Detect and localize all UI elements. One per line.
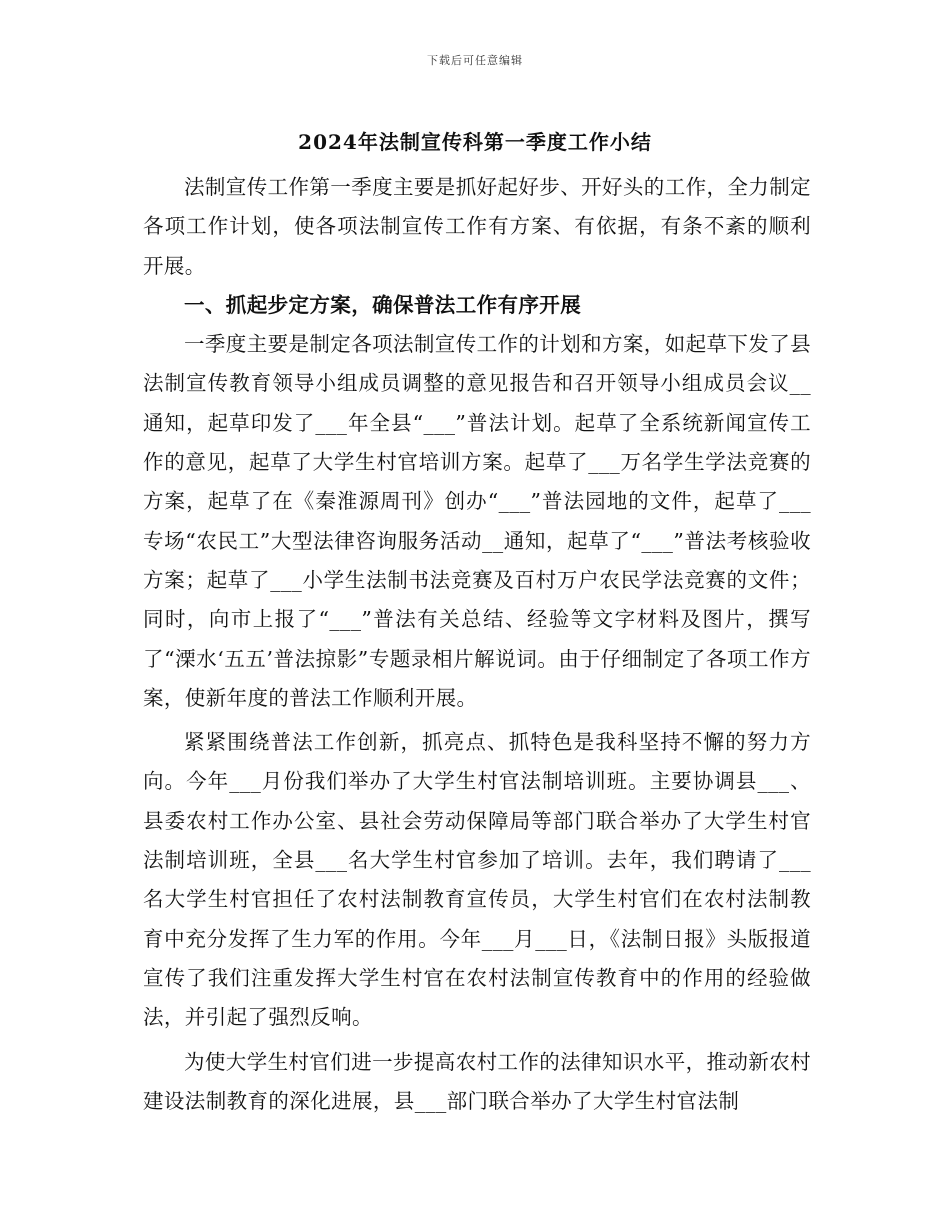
section-heading: 一、抓起步定方案，确保普法工作有序开展	[184, 292, 582, 317]
header-note: 下载后可任意编辑	[427, 54, 523, 67]
body-paragraph: 为使大学生村官们进一步提高农村工作的法律知识水平，推动新农村建设法制教育的深化进展，县___部门联合举办了大学生村官法制	[143, 1049, 811, 1113]
intro-paragraph: 法制宣传工作第一季度主要是抓好起好步、开好头的工作，全力制定各项工作计划，使各项法制宣传工作有方案、有依据，有条不紊的顺利开展。	[143, 175, 811, 278]
page-title: 2024年法制宣传科第一季度工作小结	[298, 130, 652, 154]
body-paragraph: 一季度主要是制定各项法制宣传工作的计划和方案，如起草下发了县法制宣传教育领导小组成员调整的意见报告和召开领导小组成员会议__通知，起草印发了___年全县“___”普法计划。起草了全系统新闻宣传工作的意见，起草了大学生村官培训方案。起草了___万名学生学法竞赛的方案，起草了在《秦淮源周刊》创办“___”普法园地的文件，起草了___专场“农民工”大型法律咨询服务活动__通知，起草了“___”普法考核验收方案；起草了___小学生法制书法竞赛及百村万户农民学法竞赛的文件；同时，向市上报了“___”普法有关总结、经验等文字材料及图片，撰写了“溧水‘五五’普法掠影”专题录相片解说词。由于仔细制定了各项工作方案，使新年度的普法工作顺利开展。	[143, 332, 811, 710]
document-body	[143, 168, 811, 1121]
body-paragraph: 紧紧围绕普法工作创新，抓亮点、抓特色是我科坚持不懈的努力方向。今年___月份我们举办了大学生村官法制培训班。主要协调县___、县委农村工作办公室、县社会劳动保障局等部门联合举办了大学生村官法制培训班，全县___名大学生村官参加了培训。去年，我们聘请了___名大学生村官担任了农村法制教育宣传员，大学生村官们在农村法制教育中充分发挥了生力军的作用。今年___月___日，《法制日报》头版报道宣传了我们注重发挥大学生村官在农村法制宣传教育中的作用的经验做法，并引起了强烈反响。	[143, 730, 811, 1030]
